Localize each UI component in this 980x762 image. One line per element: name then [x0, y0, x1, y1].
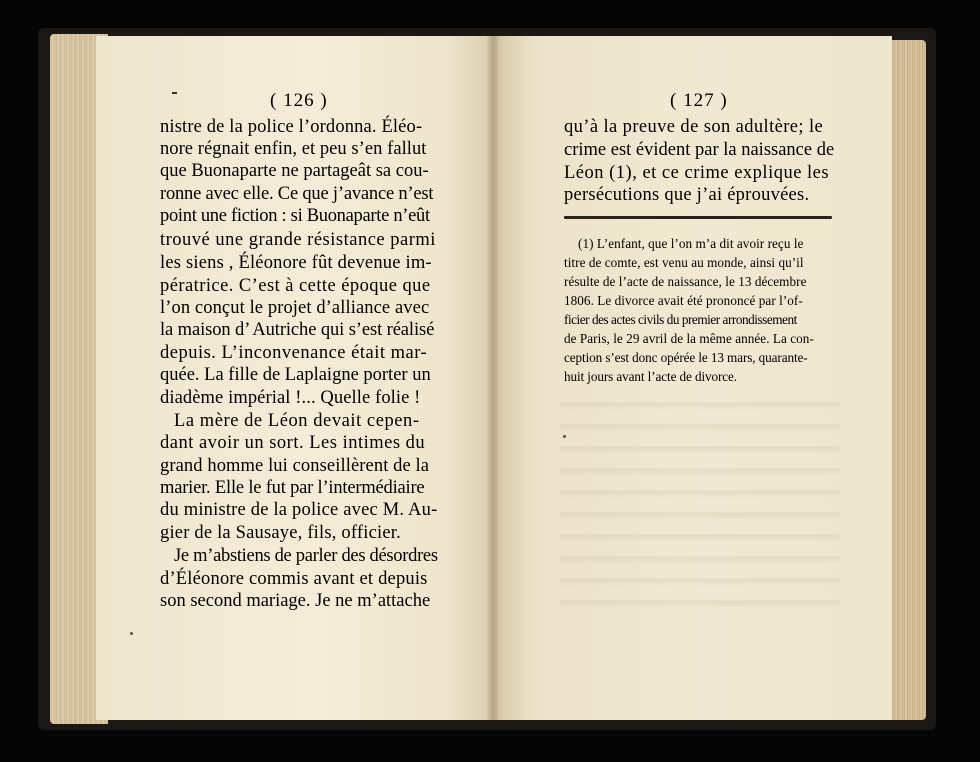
text-line: pératrice. C’est à cette époque que	[160, 276, 431, 296]
text-line: gier de la Sausaye, fils, officier.	[160, 523, 401, 543]
page-number-right: ( 127 )	[670, 90, 728, 111]
text-line: son second mariage. Je ne m’attache	[160, 591, 431, 611]
text-line: La mère de Léon devait cepen-	[174, 411, 420, 431]
text-line: la maison d’ Autriche qui s’est réalisé	[160, 320, 435, 340]
footnote-line: titre de comte, est venu au monde, ainsi qu’il	[564, 255, 804, 270]
book-gutter	[486, 36, 500, 720]
show-through-texture	[560, 388, 840, 618]
text-line: marier. Elle le fut par l’intermédiaire	[160, 478, 425, 498]
footnote-line: ficier des actes civils du premier arrondissement	[564, 312, 797, 327]
text-line: l’on conçut le projet d’alliance avec	[160, 298, 430, 318]
text-line: depuis. L’inconvenance était mar-	[160, 343, 428, 363]
text-line: ronne avec elle. Ce que j’avance n’est	[160, 184, 434, 204]
footnote-line: (1) L’enfant, que l’on m’a dit avoir reçu le	[578, 236, 804, 251]
text-line: persécutions que j’ai éprouvées.	[564, 185, 810, 205]
text-line: nore régnait enfin, et peu s’en fallut	[160, 139, 427, 159]
text-line: du ministre de la police avec M. Au-	[160, 500, 438, 520]
text-line: Léon (1), et ce crime explique les	[564, 163, 830, 183]
footnote-line: résulte de l’acte de naissance, le 13 décembre	[564, 274, 807, 289]
text-line: dant avoir un sort. Les intimes du	[160, 433, 426, 453]
text-line: grand homme lui conseillèrent de la	[160, 456, 430, 476]
footnote-line: 1806. Le divorce avait été prononcé par l’of-	[564, 293, 803, 308]
text-line: d’Éléonore commis avant et depuis	[160, 569, 428, 589]
text-line: que Buonaparte ne partageât sa cou-	[160, 161, 429, 181]
right-page-edges	[888, 40, 926, 720]
text-line: diadème impérial !... Quelle folie !	[160, 388, 421, 408]
text-line: quée. La fille de Laplaigne porter un	[160, 365, 431, 385]
text-line: Je m’abstiens de parler des désordres	[174, 546, 438, 566]
text-line: trouvé une grande résistance parmi	[160, 230, 436, 250]
footnote-line: huit jours avant l’acte de divorce.	[564, 369, 737, 384]
text-line: qu’à la preuve de son adultère; le	[564, 117, 824, 137]
footnote-line: de Paris, le 29 avril de la même année. La con-	[564, 331, 814, 346]
text-line: nistre de la police l’ordonna. Éléo-	[160, 117, 423, 137]
ink-mark	[172, 92, 177, 94]
footnote-line: ception s’est donc opérée le 13 mars, quarante-	[564, 350, 808, 365]
text-line: crime est évident par la naissance de	[564, 140, 835, 160]
text-line: les siens , Éléonore fût devenue im-	[160, 253, 432, 273]
ink-speck	[130, 632, 133, 635]
ink-speck	[563, 435, 566, 438]
footnote-rule	[564, 216, 832, 219]
text-line: point une fiction : si Buonaparte n’eût	[160, 206, 430, 226]
page-number-left: ( 126 )	[270, 90, 328, 111]
